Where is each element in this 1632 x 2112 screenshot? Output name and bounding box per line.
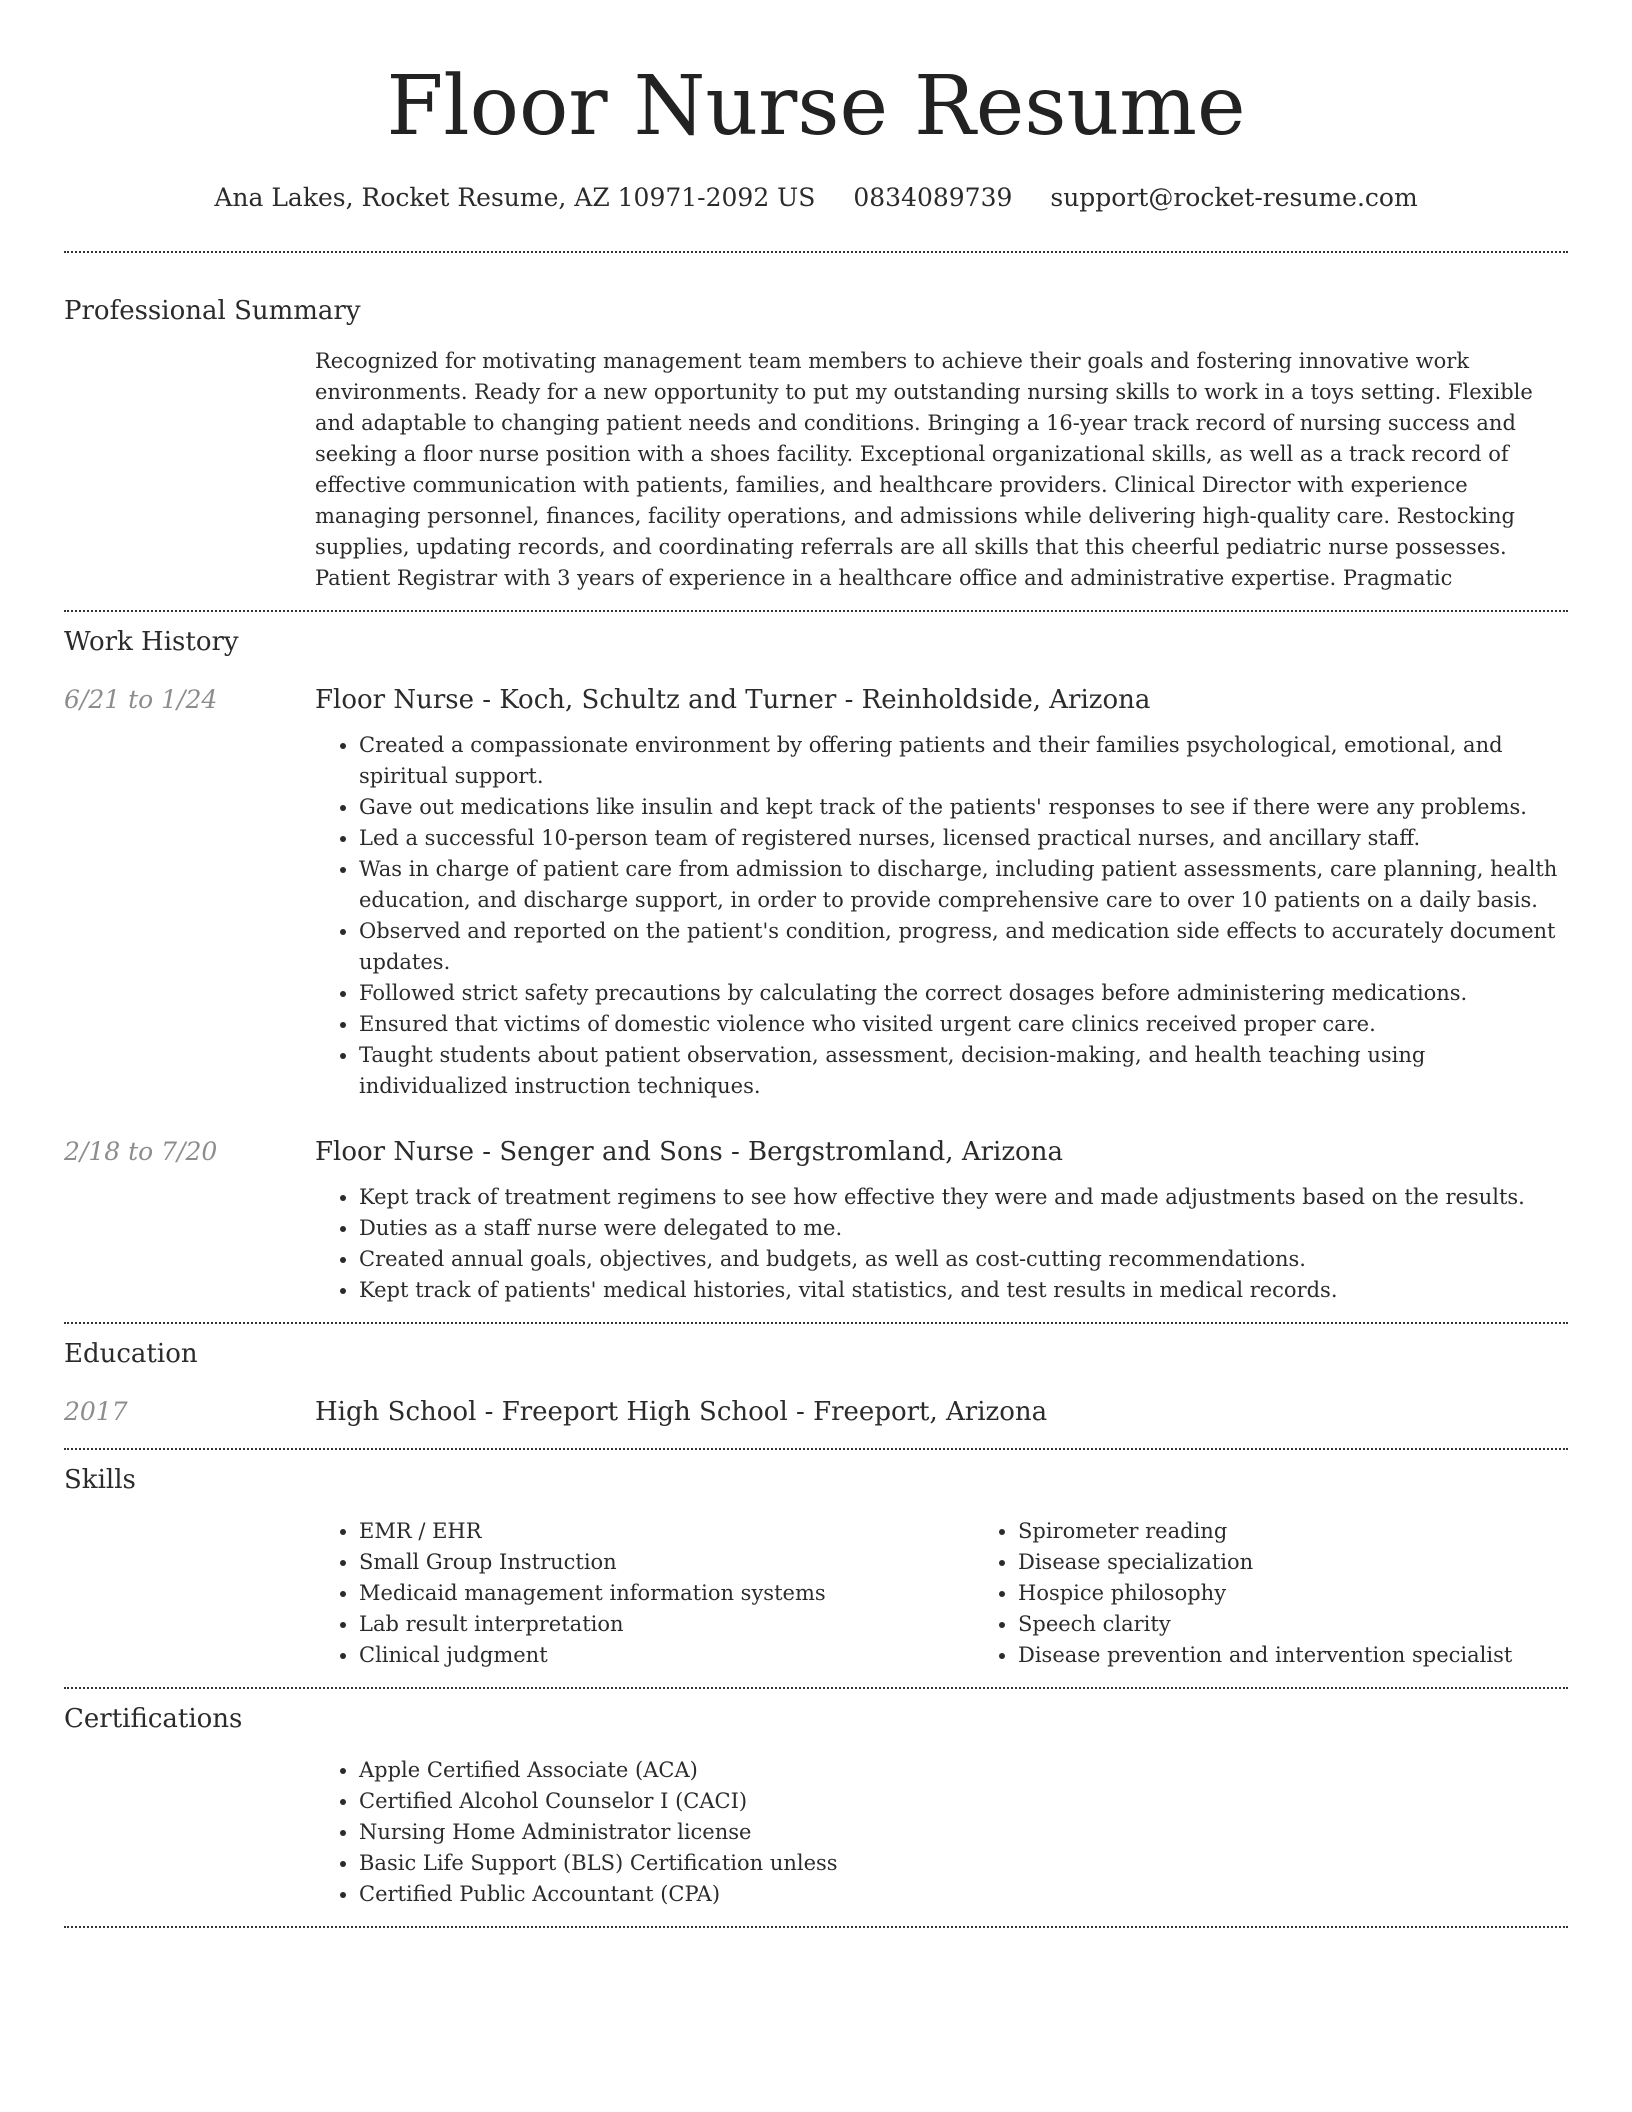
- job-bullet: • Followed strict safety precautions by calculating the correct dosages before administering medications.: [359, 978, 1568, 1009]
- job-bullet: • Gave out medications like insulin and kept track of the patients' responses to see if there were any problems.: [359, 792, 1568, 823]
- education-title: High School - Freeport High School - Freeport, Arizona: [315, 1397, 1048, 1427]
- certification-item: • Certified Public Accountant (CPA): [359, 1879, 1568, 1910]
- job-bullets: [315, 730, 1568, 1102]
- certifications-section: [64, 1701, 1568, 1910]
- skill-item: • Medicaid management information systems: [359, 1578, 974, 1609]
- skill-item: • EMR / EHR: [359, 1516, 974, 1547]
- divider: [64, 1322, 1568, 1324]
- work-history-section: [64, 624, 1568, 1306]
- summary-section: [64, 293, 1568, 594]
- resume-page: [64, 0, 1568, 1928]
- skill-item: • Hospice philosophy: [1018, 1578, 1632, 1609]
- divider: [64, 1687, 1568, 1689]
- certifications-list: [315, 1755, 1568, 1910]
- job-bullet: • Created annual goals, objectives, and budgets, as well as cost-cutting recommendations.: [359, 1244, 1568, 1275]
- section-heading-certifications: Certifications: [64, 1704, 243, 1734]
- skill-item: • Disease specialization: [1018, 1547, 1632, 1578]
- section-heading-work-history: Work History: [64, 627, 239, 657]
- job-bullet: • Kept track of patients' medical histories, vital statistics, and test results in medical records.: [359, 1275, 1568, 1306]
- skill-item: • Disease prevention and intervention specialist: [1018, 1640, 1632, 1671]
- job-bullet: • Created a compassionate environment by offering patients and their families psychological, emotional, and spiritual support.: [359, 730, 1568, 792]
- job-title: Floor Nurse - Senger and Sons - Bergstromland, Arizona: [315, 1137, 1063, 1167]
- certification-item: • Certified Alcohol Counselor I (CACI): [359, 1786, 1568, 1817]
- education-year: 2017: [64, 1397, 128, 1426]
- section-heading-skills: Skills: [64, 1465, 136, 1495]
- contact-line: [64, 180, 1568, 216]
- job-bullet: • Led a successful 10-person team of registered nurses, licensed practical nurses, and ancillary staff.: [359, 823, 1568, 854]
- page-title: Floor Nurse Resume: [386, 59, 1246, 154]
- job-bullet: • Taught students about patient observation, assessment, decision-making, and health teaching using individualized instruction techniques.: [359, 1040, 1568, 1102]
- skills-list-left: [315, 1516, 974, 1671]
- contact-address: Ana Lakes, Rocket Resume, AZ 10971-2092 US: [214, 183, 816, 212]
- certification-item: • Nursing Home Administrator license: [359, 1817, 1568, 1848]
- section-heading-education: Education: [64, 1339, 198, 1369]
- job-entry: [64, 1134, 1568, 1306]
- contact-email: support@rocket-resume.com: [1050, 183, 1418, 212]
- job-bullet: • Observed and reported on the patient's condition, progress, and medication side effects to accurately document updates.: [359, 916, 1568, 978]
- section-heading-summary: Professional Summary: [64, 296, 361, 326]
- divider: [64, 610, 1568, 612]
- certification-item: • Basic Life Support (BLS) Certification unless: [359, 1848, 1568, 1879]
- job-bullet: • Kept track of treatment regimens to see how effective they were and made adjustments based on the results.: [359, 1182, 1568, 1213]
- job-dates: 6/21 to 1/24: [64, 685, 218, 714]
- job-dates: 2/18 to 7/20: [64, 1137, 218, 1166]
- job-title: Floor Nurse - Koch, Schultz and Turner - Reinholdside, Arizona: [315, 685, 1151, 715]
- job-bullets: [315, 1182, 1568, 1306]
- education-section: [64, 1336, 1568, 1430]
- divider: [64, 1926, 1568, 1928]
- contact-phone: 0834089739: [853, 183, 1013, 212]
- education-entry: [64, 1394, 1568, 1430]
- certification-item: • Apple Certified Associate (ACA): [359, 1755, 1568, 1786]
- job-entry: [64, 682, 1568, 1102]
- summary-text: Recognized for motivating management team members to achieve their goals and fostering innovative work environments. Ready for a new opportunity to put my outstanding nursing skills to work in a toys setting. Flexible and adaptable to changing patient needs and conditions. Bringing a 16-year track record of nursing success and seeking a floor nurse position with a shoes facility. Exceptional organizational skills, as well as a track record of effective communication with patients, families, and healthcare providers. Clinical Director with experience managing personnel, finances, facility operations, and admissions while delivering high-quality care. Restocking supplies, updating records, and coordinating referrals are all skills that this cheerful pediatric nurse possesses. Patient Registrar with 3 years of experience in a healthcare office and administrative expertise. Pragmatic: [315, 349, 1533, 590]
- job-bullet: • Was in charge of patient care from admission to discharge, including patient assessments, care planning, health education, and discharge support, in order to provide comprehensive care to over 10 patients on a daily basis.: [359, 854, 1568, 916]
- skill-item: • Lab result interpretation: [359, 1609, 974, 1640]
- skills-section: [64, 1462, 1568, 1671]
- skill-item: • Clinical judgment: [359, 1640, 974, 1671]
- divider: [64, 1448, 1568, 1450]
- job-bullet: • Duties as a staff nurse were delegated to me.: [359, 1213, 1568, 1244]
- skills-list-right: [974, 1516, 1632, 1671]
- skill-item: • Spirometer reading: [1018, 1516, 1632, 1547]
- job-bullet: • Ensured that victims of domestic violence who visited urgent care clinics received proper care.: [359, 1009, 1568, 1040]
- skill-item: • Small Group Instruction: [359, 1547, 974, 1578]
- skill-item: • Speech clarity: [1018, 1609, 1632, 1640]
- divider: [64, 251, 1568, 253]
